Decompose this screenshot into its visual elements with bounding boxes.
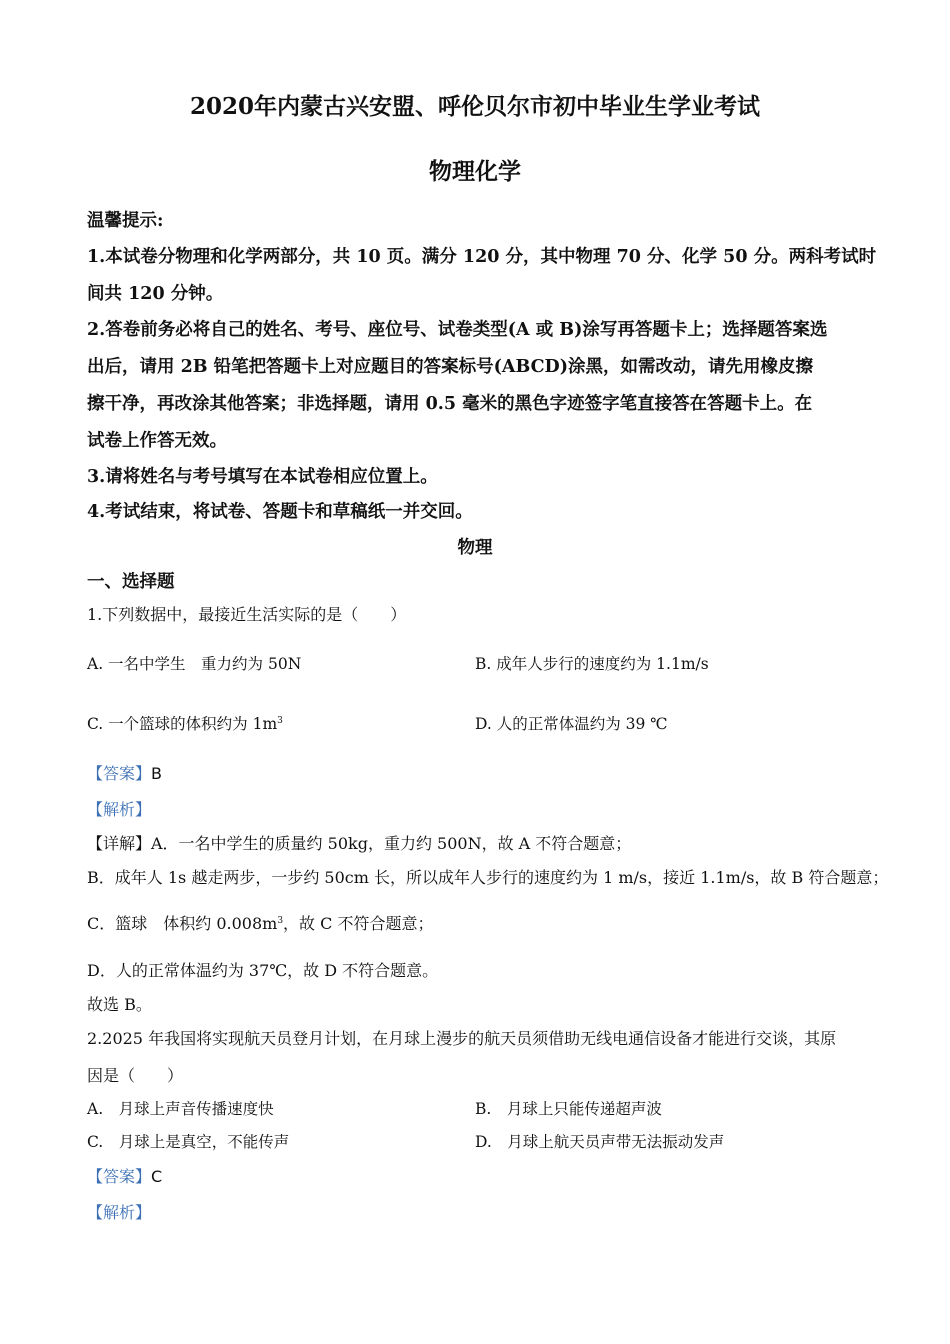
notice-line: 出后，请用 2B 铅笔把答题卡上对应题目的答案标号(ABCD)涂黑，如需改动，请先用橡皮擦 [87, 357, 814, 377]
q2-option-d: D. 月球上航天员声带无法振动发声 [475, 1133, 725, 1151]
q1-option-a: A. 一名中学生 重力约为 50N [87, 655, 302, 673]
q2-answer [87, 1164, 162, 1187]
answer-value: B [151, 764, 162, 783]
q2-option-a: A. 月球上声音传播速度快 [87, 1100, 274, 1118]
notice-line: 2.答卷前务必将自己的姓名、考号、座位号、试卷类型(A 或 B)涂写再答题卡上；选择题答案选 [87, 320, 828, 340]
q1-detail-sup: 3 [277, 916, 284, 926]
page-subtitle: 物理化学 [429, 158, 521, 185]
subject-heading: 物理 [457, 538, 493, 558]
notice-line: 4.考试结束，将试卷、答题卡和草稿纸一并交回。 [87, 502, 473, 522]
q2-stem: 因是（ ） [87, 1066, 184, 1085]
q2-analysis-tag: 【解析】 [87, 1203, 152, 1222]
notice-line: 间共 120 分钟。 [87, 284, 224, 304]
q1-option-c-text: C. 一个篮球的体积约为 1m [87, 715, 278, 733]
answer-tag: 【答案】 [87, 764, 152, 783]
q1-option-b: B. 成年人步行的速度约为 1.1m/s [475, 655, 709, 673]
q1-option-c-sup: 3 [277, 716, 283, 726]
q1-option-c [87, 712, 283, 734]
q2-stem: 2.2025 年我国将实现航天员登月计划，在月球上漫步的航天员须借助无线电通信设备才能进行交谈，其原 [87, 1029, 837, 1048]
q1-detail-text: C．篮球 体积约 0.008m [87, 914, 278, 933]
q1-detail-line: 【详解】A．一名中学生的质量约 50kg，重力约 500N，故 A 不符合题意； [87, 834, 632, 853]
q1-stem: 1.下列数据中，最接近生活实际的是（ ） [87, 605, 407, 624]
notice-heading: 温馨提示: [87, 211, 164, 231]
q1-answer [87, 761, 162, 784]
notice-line: 试卷上作答无效。 [87, 431, 227, 451]
q1-option-d: D. 人的正常体温约为 39 ℃ [475, 715, 668, 733]
q2-option-b: B. 月球上只能传递超声波 [475, 1100, 662, 1118]
notice-line: 擦干净，再改涂其他答案；非选择题，请用 0.5 毫米的黑色字迹签字笔直接答在答题卡上。在 [87, 394, 813, 414]
q1-detail-line: D．人的正常体温约为 37℃，故 D 不符合题意。 [87, 961, 439, 980]
q1-analysis-tag: 【解析】 [87, 800, 152, 819]
notice-line: 1.本试卷分物理和化学两部分，共 10 页。满分 120 分，其中物理 70 分、化学 50 分。两科考试时 [87, 247, 877, 267]
q1-conclusion: 故选 B。 [87, 995, 152, 1014]
q1-detail-line: B．成年人 1s 越走两步，一步约 50cm 长，所以成年人步行的速度约为 1 m/s，接近 1.1m/s，故 B 符合题意； [87, 868, 889, 887]
page-title: 2020年内蒙古兴安盟、呼伦贝尔市初中毕业生学业考试 [189, 93, 760, 120]
q2-option-c: C. 月球上是真空，不能传声 [87, 1133, 290, 1151]
q1-detail-text: ，故 C 不符合题意； [283, 914, 434, 933]
notice-line: 3.请将姓名与考号填写在本试卷相应位置上。 [87, 467, 438, 487]
answer-tag: 【答案】 [87, 1167, 152, 1186]
q1-detail-line [87, 911, 433, 934]
section-heading: 一、选择题 [87, 572, 175, 592]
answer-value: C [151, 1167, 163, 1186]
